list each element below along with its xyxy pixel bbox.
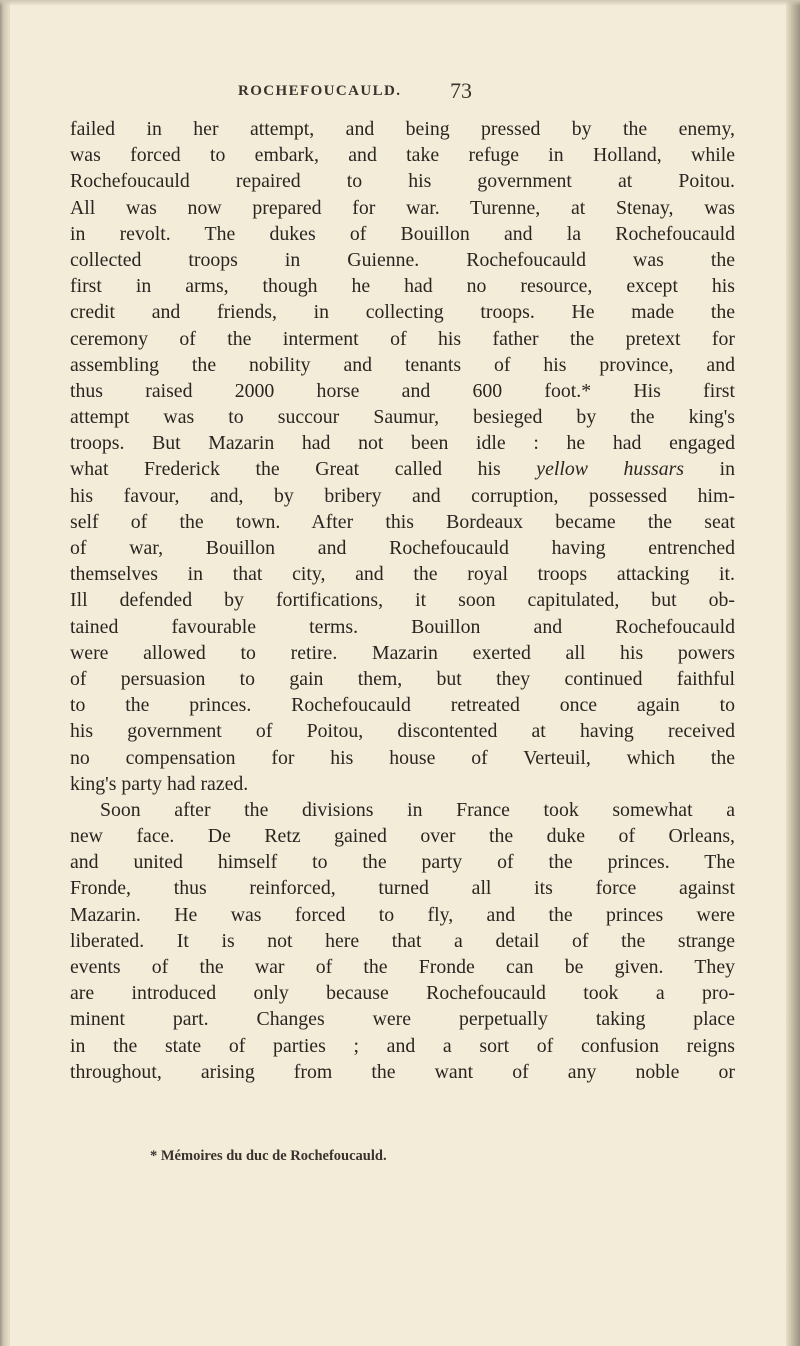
text-line: king's party had razed. [70, 772, 249, 795]
text-line: in the state of parties ; and a sort of confusion reigns [70, 1034, 735, 1057]
text-line: Fronde, thus reinforced, turned all its force against [70, 877, 735, 900]
text-line: to the princes. Rochefoucauld retreated once again to [70, 694, 735, 717]
text-line: Rochefoucauld repaired to his government at Poitou. [70, 170, 735, 193]
text-line: and united himself to the party of the princes. The [70, 851, 735, 874]
text-line: throughout, arising from the want of any noble or [70, 1060, 735, 1083]
text-line: self of the town. After this Bordeaux became the seat [70, 510, 735, 533]
text-line: troops. But Mazarin had not been idle : he had engaged [70, 432, 735, 455]
text-line: tained favourable terms. Bouillon and Rochefoucauld [70, 615, 735, 638]
page-top-shadow [0, 0, 800, 6]
page-gutter-shadow [0, 0, 10, 1346]
text-line: in revolt. The dukes of Bouillon and la Rochefoucauld [70, 222, 735, 245]
running-title: ROCHEFOUCAULD. [238, 83, 402, 99]
text-line: assembling the nobility and tenants of his province, and [70, 353, 735, 376]
text-line: were allowed to retire. Mazarin exerted all his powers [70, 641, 735, 664]
text-line: his government of Poitou, discontented at having received [70, 720, 735, 743]
text-line-paragraph-start: Soon after the divisions in France took somewhat a [100, 798, 735, 821]
text-line: of war, Bouillon and Rochefoucauld having entrenched [70, 537, 735, 559]
text-line: collected troops in Guienne. Rochefoucauld was the [70, 248, 735, 271]
text-line: are introduced only because Rochefoucauld took a pro- [70, 982, 735, 1005]
text-line: credit and friends, in collecting troops. He made the [70, 301, 735, 324]
page-edge-shadow [786, 0, 800, 1346]
text-line-with-italic [70, 456, 735, 482]
text-line: no compensation for his house of Verteuil, which the [70, 746, 735, 769]
text-line: his favour, and, by bribery and corruption, possessed him- [70, 484, 735, 507]
text-line: attempt was to succour Saumur, besieged by the king's [70, 406, 735, 429]
body-text [70, 116, 735, 1085]
text-line: failed in her attempt, and being pressed by the enemy, [70, 118, 735, 140]
text-line: All was now prepared for war. Turenne, at Stenay, was [70, 196, 735, 219]
text-line: Ill defended by fortifications, it soon capitulated, but ob- [70, 589, 735, 612]
footnote: * Mémoires du duc de Rochefoucauld. [150, 1148, 387, 1164]
text-line: thus raised 2000 horse and 600 foot.* His first [70, 379, 735, 402]
italic-phrase: yellow hussars [536, 458, 685, 481]
text-line: ceremony of the interment of his father the pretext for [70, 327, 735, 350]
text-segment: what Frederick the Great called his [70, 458, 501, 481]
text-line: Mazarin. He was forced to fly, and the princes were [70, 903, 735, 926]
text-line: of persuasion to gain them, but they continued faithful [70, 667, 735, 690]
text-line: first in arms, though he had no resource, except his [70, 275, 735, 298]
text-segment: in [719, 458, 736, 481]
text-line: liberated. It is not here that a detail of the strange [70, 929, 735, 952]
text-line: events of the war of the Fronde can be given. They [70, 956, 735, 978]
text-line: was forced to embark, and take refuge in Holland, while [70, 144, 735, 167]
running-head [238, 80, 558, 104]
text-line: new face. De Retz gained over the duke of Orleans, [70, 825, 735, 848]
page-number: 73 [450, 78, 472, 103]
text-line: themselves in that city, and the royal troops attacking it. [70, 563, 735, 586]
text-line: minent part. Changes were perpetually taking place [70, 1008, 735, 1031]
